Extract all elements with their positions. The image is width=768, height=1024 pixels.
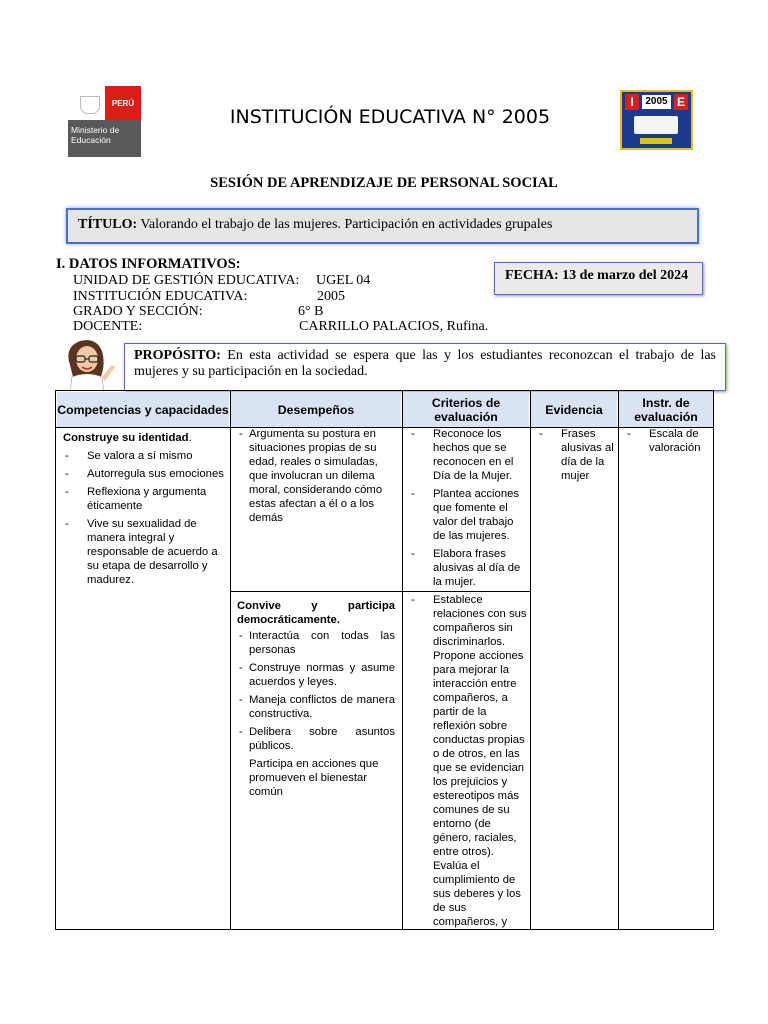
desempeno-cell-2 (237, 599, 395, 803)
capacidad-item: - Delibera sobre asuntos públicos. (237, 725, 395, 753)
capacidad-item: - Maneja conflictos de manera constructiva. (237, 693, 395, 721)
planning-table (55, 390, 714, 930)
book-icon (634, 116, 678, 134)
minedu-peru-label: PERÚ (105, 86, 141, 120)
criterio-item: - Plantea acciones que fomente el valor del trabajo de las mujeres. (409, 487, 527, 543)
school-logo-letter-e: E (674, 94, 688, 110)
proposito-label: PROPÓSITO: (134, 348, 221, 363)
capacidad-item: - Se valora a sí mismo (63, 449, 226, 463)
datos-value-ugel: UGEL 04 (316, 273, 371, 288)
capacidad-extra: Participa en acciones que promueven el bienestar común (249, 758, 379, 798)
datos-value-grado: 6° B (298, 304, 324, 319)
minedu-ministry-line1: Ministerio de (71, 125, 120, 135)
evidencia-cell (537, 427, 615, 487)
school-logo-year: 2005 (642, 95, 671, 109)
datos-label-grado: GRADO Y SECCIÓN: (73, 304, 203, 319)
criterio-item: - Elabora frases alusivas al día de la mujer. (409, 547, 527, 589)
minedu-logo (68, 86, 141, 157)
evidencia-item: - Frases alusivas al día de la mujer (537, 427, 615, 483)
datos-label-ugel: UNIDAD DE GESTIÓN EDUCATIVA: (73, 273, 300, 288)
datos-value-institucion: 2005 (317, 289, 345, 304)
titulo-text: Valorando el trabajo de las mujeres. Participación en actividades grupales (140, 217, 553, 232)
capacidad-item: - Reflexiona y argumenta éticamente (63, 485, 226, 513)
school-logo-letter-i: I (625, 94, 639, 110)
criterios-cell-1 (409, 427, 527, 593)
criterio-text: Propone acciones para mejorar la interacción entre compañeros, a partir de la reflexión sobre conductas propias o de otros, en las que se evidencian los prejuicios y estereotipos más comunes de su entorno (de género, raciales, entre otros). (433, 650, 525, 858)
datos-label-institucion: INSTITUCIÓN EDUCATIVA: (73, 289, 248, 304)
proposito-text: En esta actividad se espera que las y los estudiantes reconozcan el trabajo de las mujeres y su participación en la sociedad. (134, 348, 716, 379)
competencia-cell-1: Construye su identidad. - Se valora a sí mismo - Autorregula sus emociones - Reflexiona y argumenta éticamente - Vive su sexualidad de manera integral y responsable de acuerdo a su etapa de desarrollo y madurez. (63, 431, 226, 591)
capacidad-item: - Autorregula sus emociones (63, 467, 226, 481)
titulo-label: TÍTULO: (78, 217, 138, 232)
capacidad-item: - Construye normas y asume acuerdos y leyes. (237, 661, 395, 689)
instrumento-cell (625, 427, 711, 459)
proposito-box (124, 343, 726, 391)
capacidad-item: - Vive su sexualidad de manera integral y responsable de acuerdo a su etapa de desarrollo y madurez. (63, 517, 226, 587)
school-logo (620, 90, 693, 150)
competencia-2-title: Convive y participa democráticamente. (237, 600, 395, 626)
competencia-1-title: Construye su identidad (63, 432, 189, 444)
datos-value-docente: CARRILLO PALACIOS, Rufina. (299, 319, 489, 334)
criterio-item: - Reconoce los hechos que se reconocen en el Día de la Mujer. (409, 427, 527, 483)
titulo-box (66, 208, 699, 244)
capacidad-item: - Interactúa con todas las personas (237, 629, 395, 657)
criterio-item: - Establece relaciones con sus compañeros sin discriminarlos. (409, 593, 527, 649)
peru-shield-icon (80, 96, 100, 114)
header-competencias: Competencias y capacidades (57, 392, 229, 427)
header-evidencia: Evidencia (531, 392, 617, 427)
teacher-avatar-icon (58, 335, 116, 393)
criterio-text: Evalúa el cumplimiento de sus deberes y los de sus compañeros, y (433, 860, 521, 928)
fecha-box: FECHA: 13 de marzo del 2024 (494, 262, 703, 295)
criterios-cell-2 (409, 593, 527, 929)
instrumento-item: - Escala de valoración (625, 427, 711, 455)
header-instrumento: Instr. de evaluación (619, 392, 713, 427)
header-desempenos: Desempeños (231, 392, 401, 427)
datos-label-docente: DOCENTE: (73, 319, 143, 334)
session-title: SESIÓN DE APRENDIZAJE DE PERSONAL SOCIAL (210, 175, 558, 191)
header-criterios: Criterios de evaluación (403, 392, 529, 427)
institution-title: INSTITUCIÓN EDUCATIVA N° 2005 (229, 106, 551, 128)
ribbon-icon (640, 138, 672, 144)
desempeno-cell-1 (237, 427, 397, 529)
desempeno-item: - Argumenta su postura en situaciones propias de su edad, reales o simuladas, que involucran un dilema moral, considerando cómo estas afectan a él o a los demás (237, 427, 397, 525)
datos-heading: I. DATOS INFORMATIVOS: (56, 256, 241, 272)
minedu-ministry-label (68, 120, 141, 157)
minedu-ministry-line2: Educación (71, 135, 111, 145)
